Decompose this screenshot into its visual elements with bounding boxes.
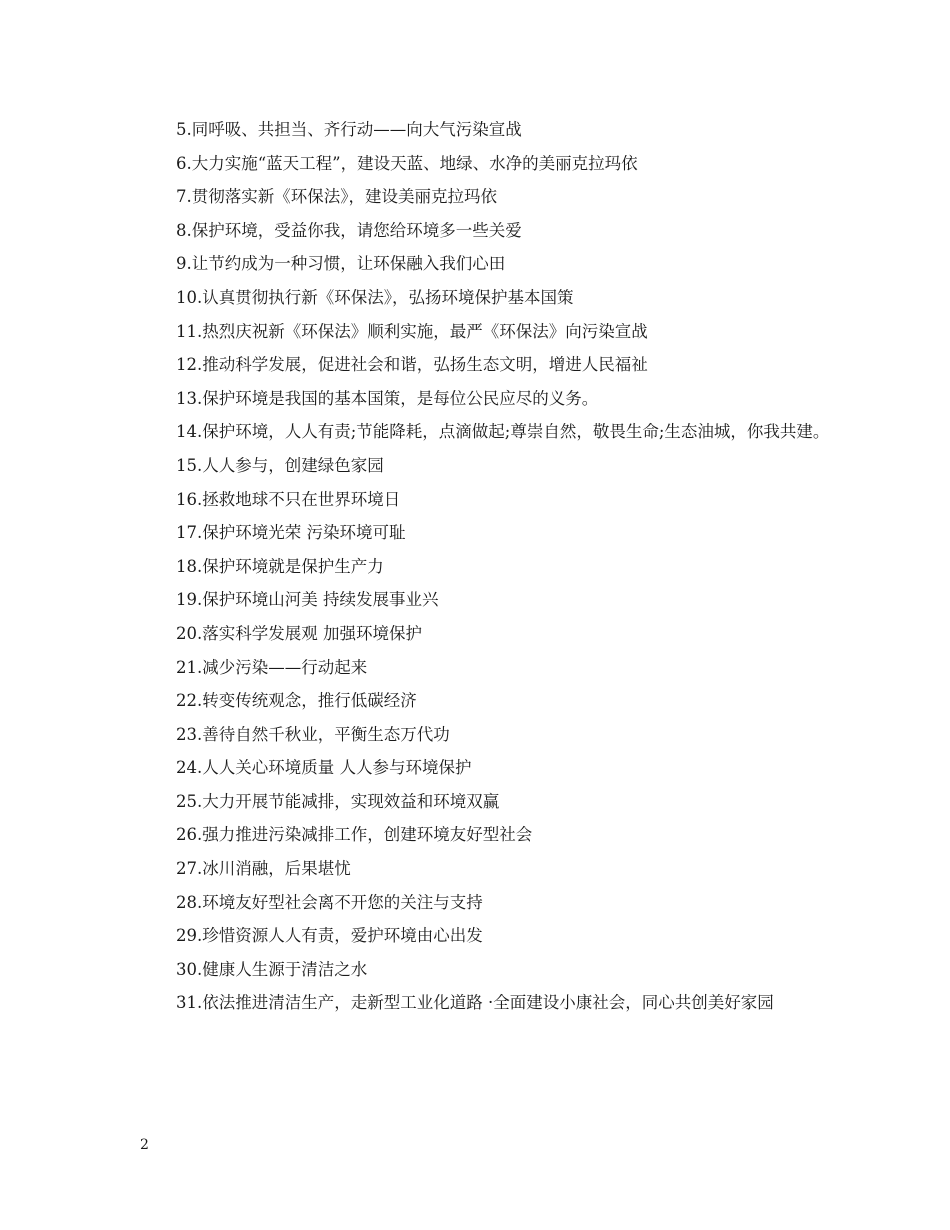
list-item: 16.拯救地球不只在世界环境日 — [176, 489, 401, 509]
page-number: 2 — [140, 1137, 149, 1153]
list-item: 18.保护环境就是保护生产力 — [176, 556, 384, 576]
list-item: 24.人人关心环境质量 人人参与环境保护 — [176, 758, 472, 778]
list-item: 14.保护环境，人人有责;节能降耗，点滴做起;尊崇自然，敬畏生命;生态油城，你我共建。 — [176, 422, 830, 442]
list-item: 13.保护环境是我国的基本国策，是每位公民应尽的义务。 — [176, 388, 599, 408]
list-item: 21.减少污染——行动起来 — [176, 657, 368, 677]
list-item: 27.冰川消融，后果堪忧 — [176, 859, 351, 879]
list-item: 10.认真贯彻执行新《环保法》，弘扬环境保护基本国策 — [176, 287, 574, 307]
list-item: 7.贯彻落实新《环保法》，建设美丽克拉玛依 — [176, 187, 497, 207]
list-item: 17.保护环境光荣 污染环境可耻 — [176, 523, 406, 543]
list-item: 30.健康人生源于清洁之水 — [176, 959, 368, 979]
list-item: 22.转变传统观念，推行低碳经济 — [176, 691, 417, 711]
list-item: 11.热烈庆祝新《环保法》顺利实施，最严《环保法》向污染宣战 — [176, 321, 648, 341]
list-item: 8.保护环境，受益你我，请您给环境多一些关爱 — [176, 220, 522, 240]
list-item: 12.推动科学发展，促进社会和谐，弘扬生态文明，增进人民福祉 — [176, 355, 648, 375]
slogan-list — [140, 113, 830, 1020]
list-item: 19.保护环境山河美 持续发展事业兴 — [176, 590, 439, 610]
list-item: 25.大力开展节能减排，实现效益和环境双赢 — [176, 791, 500, 811]
list-item: 6.大力实施“蓝天工程”，建设天蓝、地绿、水净的美丽克拉玛依 — [176, 153, 638, 173]
list-item: 5.同呼吸、共担当、齐行动——向大气污染宣战 — [176, 120, 522, 139]
list-item: 26.强力推进污染减排工作，创建环境友好型社会 — [176, 825, 533, 845]
list-item: 9.让节约成为一种习惯，让环保融入我们心田 — [176, 254, 506, 274]
list-item: 20.落实科学发展观 加强环境保护 — [176, 623, 422, 643]
list-item: 23.善待自然千秋业，平衡生态万代功 — [176, 724, 450, 744]
list-item: 15.人人参与，创建绿色家园 — [176, 455, 384, 475]
list-item: 31.依法推进清洁生产，走新型工业化道路 ·全面建设小康社会，同心共创美好家园 — [176, 993, 774, 1013]
list-item: 29.珍惜资源人人有责，爱护环境由心出发 — [176, 926, 483, 946]
list-item: 28.环境友好型社会离不开您的关注与支持 — [176, 892, 483, 912]
